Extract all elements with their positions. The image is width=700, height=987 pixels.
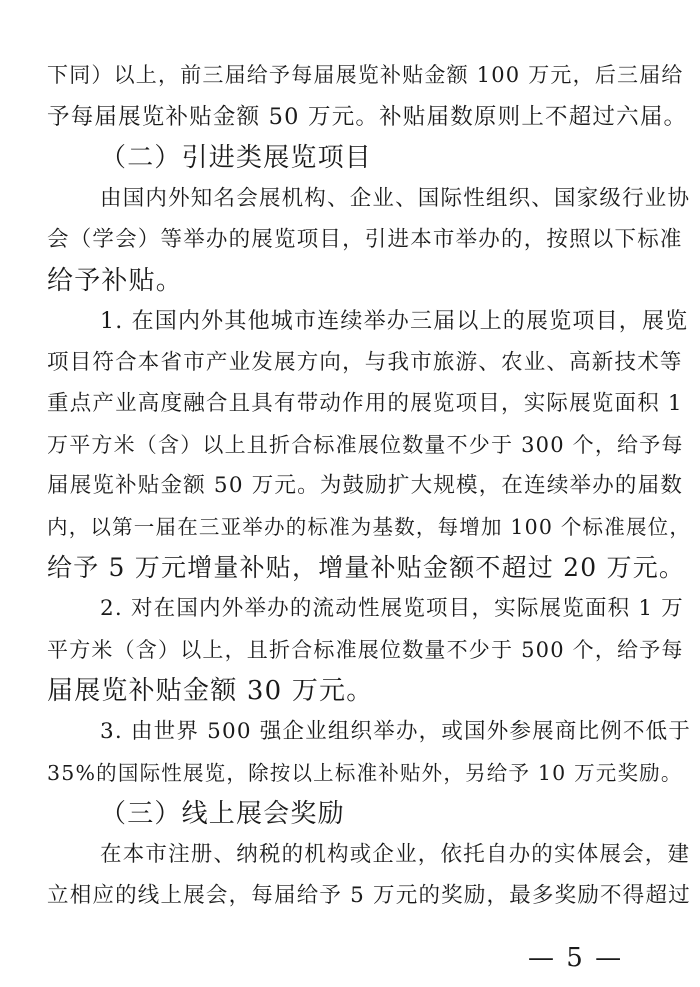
text-line-12: 内，以第一届在三亚举办的标准为基数，每增加 100 个标准展位， xyxy=(47,515,692,539)
page-number: — 5 — xyxy=(528,943,624,973)
text-line-9: 重点产业高度融合且具有带动作用的展览项目，实际展览面积 1 xyxy=(47,391,683,416)
text-line-20: 在本市注册、纳税的机构或企业，依托自办的实体展会，建 xyxy=(100,842,691,867)
text-line-15: 平方米（含）以上，且折合标准展位数量不少于 500 个，给予每 xyxy=(47,638,684,662)
text-line-13: 给予 5 万元增量补贴，增量补贴金额不超过 20 万元。 xyxy=(47,553,686,582)
text-line-4: 由国内外知名会展机构、企业、国际性组织、国家级行业协 xyxy=(100,186,691,211)
text-line-2: 予每届展览补贴金额 50 万元。补贴届数原则上不超过六届。 xyxy=(47,104,688,130)
text-line-17: 3. 由世界 500 强企业组织举办，或国外参展商比例不低于 xyxy=(100,719,692,744)
text-line-21: 立相应的线上展会，每届给予 5 万元的奖励，最多奖励不得超过 xyxy=(47,883,691,908)
text-line-6: 给予补贴。 xyxy=(47,266,184,296)
text-line-1: 下同）以上，前三届给予每届展览补贴金额 100 万元，后三届给 xyxy=(47,63,684,87)
text-line-16: 届展览补贴金额 30 万元。 xyxy=(47,676,374,706)
text-line-7: 1. 在国内外其他城市连续举办三届以上的展览项目，展览 xyxy=(100,309,689,334)
text-line-5: 会（学会）等举办的展览项目，引进本市举办的，按照以下标准 xyxy=(47,227,683,252)
text-line-18: 35%的国际性展览，除按以上标准补贴外，另给予 10 万元奖励。 xyxy=(47,761,683,785)
text-line-10: 万平方米（含）以上且折合标准展位数量不少于 300 个，给予每 xyxy=(47,433,684,457)
section-heading-2: （二）引进类展览项目 xyxy=(100,143,373,173)
text-line-14: 2. 对在国内外举办的流动性展览项目，实际展览面积 1 万 xyxy=(100,596,684,621)
text-line-8: 项目符合本省市产业发展方向，与我市旅游、农业、高新技术等 xyxy=(47,350,683,375)
text-line-11: 届展览补贴金额 50 万元。为鼓励扩大规模，在连续举办的届数 xyxy=(47,473,684,498)
section-heading-3: （三）线上展会奖励 xyxy=(100,799,345,829)
